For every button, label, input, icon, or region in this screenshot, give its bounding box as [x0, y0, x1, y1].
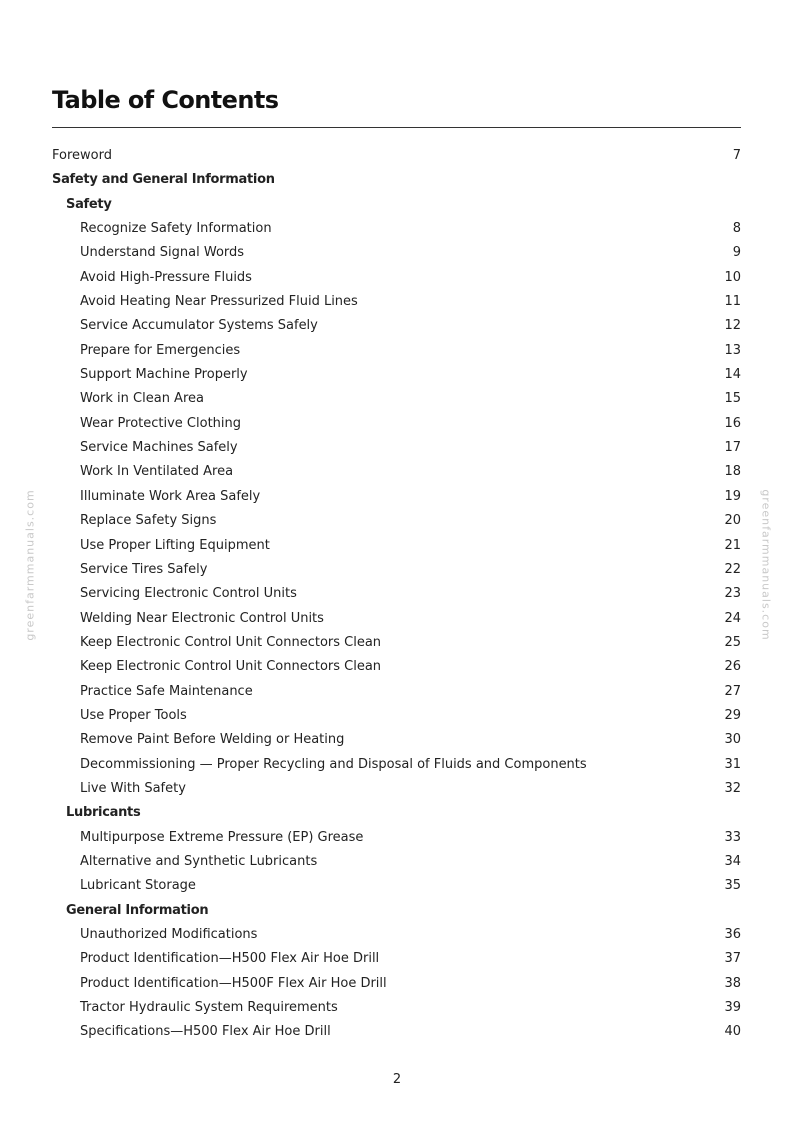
toc-entry-label: Product Identification—H500 Flex Air Hoe Drill	[80, 951, 380, 967]
toc-entry-page-number: 24	[724, 610, 741, 626]
toc-entry-label: Safety	[66, 196, 112, 212]
toc-entry-label: Specifications—H500 Flex Air Hoe Drill	[80, 1024, 331, 1040]
toc-entry[interactable]	[52, 996, 741, 1020]
toc-entry[interactable]	[52, 339, 741, 363]
toc-entry[interactable]	[52, 144, 741, 168]
toc-entry-label: Welding Near Electronic Control Units	[80, 610, 324, 626]
toc-entry[interactable]	[52, 290, 741, 314]
toc-entry[interactable]	[52, 826, 741, 850]
toc-entry-page-number: 39	[724, 1000, 741, 1016]
toc-section-heading	[52, 193, 741, 217]
toc-entry-page-number: 35	[724, 878, 741, 894]
toc-entry-label: Prepare for Emergencies	[80, 342, 241, 358]
toc-entry[interactable]	[52, 607, 741, 631]
toc-entry[interactable]	[52, 704, 741, 728]
toc-entry-label: Keep Electronic Control Unit Connectors Clean	[80, 634, 382, 650]
toc-entry[interactable]	[52, 850, 741, 874]
toc-entry-page-number: 20	[724, 513, 741, 529]
toc-entry-label: Product Identification—H500F Flex Air Hoe Drill	[80, 975, 387, 991]
toc-entry[interactable]	[52, 509, 741, 533]
toc-entry-page-number: 18	[724, 464, 741, 480]
toc-entry-label: Foreword	[52, 148, 112, 163]
toc-entry-label: Understand Signal Words	[80, 245, 245, 261]
toc-entry-page-number: 25	[724, 634, 741, 650]
toc-entry[interactable]	[52, 217, 741, 241]
toc-entry-page-number: 15	[724, 391, 741, 407]
toc-entry-page-number: 14	[724, 367, 741, 383]
toc-entry-label: Unauthorized Modifications	[80, 927, 258, 942]
toc-entry-label: Work in Clean Area	[80, 391, 204, 407]
toc-entry-page-number: 17	[724, 440, 741, 456]
toc-entry[interactable]	[52, 680, 741, 704]
toc-entry-page-number: 29	[724, 707, 741, 723]
toc-entry-label: Practice Safe Maintenance	[80, 683, 253, 699]
toc-entry[interactable]	[52, 558, 741, 582]
toc-entry[interactable]	[52, 534, 741, 558]
toc-entry-label: Service Machines Safely	[80, 440, 238, 456]
table-of-contents	[52, 144, 741, 1045]
toc-entry-label: Decommissioning — Proper Recycling and Disposal of Fluids and Components	[80, 756, 587, 772]
toc-entry[interactable]	[52, 728, 741, 752]
toc-entry-label: Tractor Hydraulic System Requirements	[80, 1000, 338, 1016]
toc-entry-page-number: 26	[724, 659, 741, 675]
toc-entry[interactable]	[52, 241, 741, 265]
toc-entry-label: Support Machine Properly	[80, 367, 248, 383]
toc-entry[interactable]	[52, 777, 741, 801]
toc-entry-label: Recognize Safety Information	[80, 221, 272, 237]
toc-entry-label: Work In Ventilated Area	[80, 464, 234, 480]
toc-entry-label: Multipurpose Extreme Pressure (EP) Grease	[80, 829, 364, 845]
toc-entry-page-number: 9	[732, 245, 741, 261]
toc-entry[interactable]	[52, 874, 741, 898]
toc-entry-label: Service Tires Safely	[80, 561, 208, 577]
toc-entry-label: Remove Paint Before Welding or Heating	[80, 732, 345, 748]
toc-entry-page-number: 30	[724, 732, 741, 748]
toc-entry-label: Lubricants	[66, 805, 141, 821]
toc-entry-label: Keep Electronic Control Unit Connectors Clean	[80, 659, 382, 675]
toc-entry[interactable]	[52, 582, 741, 606]
toc-entry-page-number: 11	[724, 294, 741, 310]
toc-entry[interactable]	[52, 631, 741, 655]
toc-entry[interactable]	[52, 753, 741, 777]
toc-entry-label: Alternative and Synthetic Lubricants	[80, 853, 318, 869]
toc-entry-label: Use Proper Lifting Equipment	[80, 537, 270, 553]
page-number: 2	[392, 1072, 402, 1087]
toc-entry[interactable]	[52, 363, 741, 387]
toc-entry-label: Use Proper Tools	[80, 707, 187, 723]
toc-entry-page-number: 37	[724, 951, 741, 967]
toc-entry[interactable]	[52, 972, 741, 996]
toc-entry-page-number: 19	[724, 488, 741, 504]
toc-entry-label: Service Accumulator Systems Safely	[80, 318, 318, 334]
watermark-left: greenfarmmanuals.com	[23, 489, 37, 641]
toc-entry-label: Live With Safety	[80, 780, 186, 796]
toc-entry[interactable]	[52, 1020, 741, 1044]
title-divider	[52, 127, 741, 128]
toc-entry-label: Replace Safety Signs	[80, 513, 217, 529]
toc-section-heading	[52, 168, 741, 192]
toc-section-heading	[52, 899, 741, 923]
toc-entry-page-number: 27	[724, 683, 741, 699]
watermark-right: greenfarmmanuals.com	[759, 489, 773, 641]
toc-section-heading	[52, 801, 741, 825]
toc-entry[interactable]	[52, 655, 741, 679]
toc-entry-page-number: 12	[724, 318, 741, 334]
toc-entry[interactable]	[52, 460, 741, 484]
toc-entry-page-number: 10	[724, 269, 741, 285]
toc-entry-page-number: 21	[724, 537, 741, 553]
toc-entry-page-number: 40	[724, 1024, 741, 1040]
toc-entry[interactable]	[52, 436, 741, 460]
toc-entry-label: Avoid Heating Near Pressurized Fluid Lines	[80, 294, 358, 310]
page-title: Table of Contents	[52, 86, 279, 114]
toc-entry-page-number: 16	[724, 415, 741, 431]
toc-entry-label: Lubricant Storage	[80, 878, 196, 894]
toc-entry-label: Illuminate Work Area Safely	[80, 488, 261, 504]
toc-entry[interactable]	[52, 387, 741, 411]
toc-entry[interactable]	[52, 485, 741, 509]
toc-entry-label: Safety and General Information	[52, 172, 275, 188]
toc-entry-page-number: 7	[732, 148, 741, 163]
toc-entry[interactable]	[52, 947, 741, 971]
toc-entry-page-number: 36	[724, 927, 741, 942]
toc-entry-page-number: 32	[724, 780, 741, 796]
toc-entry[interactable]	[52, 412, 741, 436]
toc-entry-page-number: 13	[724, 342, 741, 358]
toc-entry-page-number: 38	[724, 975, 741, 991]
toc-entry-page-number: 33	[724, 829, 741, 845]
toc-entry[interactable]	[52, 923, 741, 947]
toc-entry-page-number: 31	[724, 756, 741, 772]
toc-entry-page-number: 22	[724, 561, 741, 577]
toc-entry-label: Servicing Electronic Control Units	[80, 586, 297, 602]
toc-entry[interactable]	[52, 314, 741, 338]
toc-entry-page-number: 23	[724, 586, 741, 602]
toc-entry-label: Avoid High-Pressure Fluids	[80, 269, 252, 285]
toc-entry-page-number: 8	[732, 221, 741, 237]
toc-entry-label: General Information	[66, 902, 209, 918]
toc-entry[interactable]	[52, 266, 741, 290]
toc-entry-label: Wear Protective Clothing	[80, 415, 242, 431]
toc-entry-page-number: 34	[724, 853, 741, 869]
